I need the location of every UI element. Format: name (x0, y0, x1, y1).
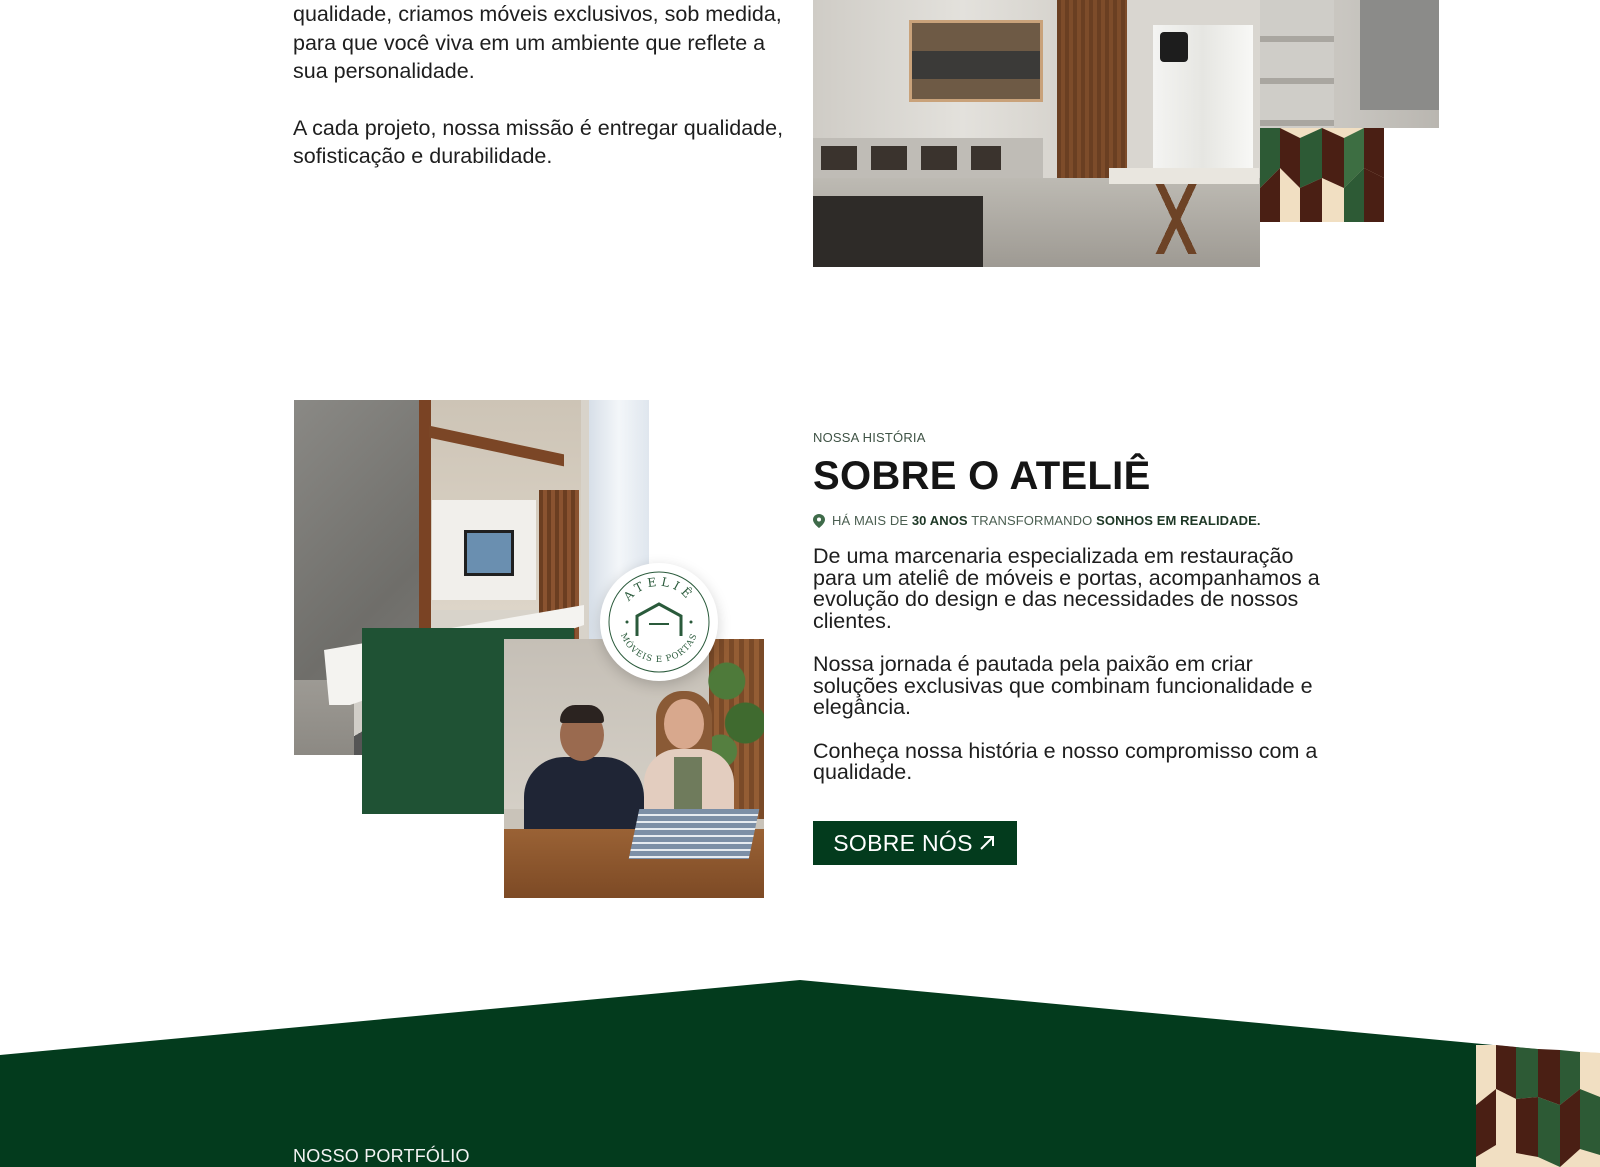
decorative-geometric-pattern (1260, 128, 1384, 222)
svg-text:MÓVEIS E PORTAS (618, 632, 700, 665)
about-paragraph-1: De uma marcenaria especializada em restauração para um ateliê de móveis e portas, acompanhamos a evolução do design e das necessidades de nossos clientes. (813, 544, 1320, 633)
portfolio-eyebrow: NOSSO PORTFÓLIO (293, 1146, 470, 1166)
arrow-up-right-icon (977, 833, 997, 853)
kitchen-project-image (813, 0, 1260, 267)
seal-top-text: ATELIÊ (620, 574, 698, 604)
decorative-geometric-pattern-bottom (1476, 1045, 1600, 1167)
about-eyebrow: NOSSA HISTÓRIA (813, 430, 926, 445)
about-body (813, 546, 1323, 806)
tagline-highlight-dreams: SONHOS EM REALIDADE. (1096, 513, 1261, 528)
intro-text (293, 0, 793, 199)
about-paragraph-2: Nossa jornada é pautada pela paixão em criar soluções exclusivas que combinam funcionalidade e elegância. (813, 652, 1313, 719)
svg-text:ATELIÊ (620, 575, 698, 605)
about-paragraph-3: Conheça nossa história e nosso compromisso com a qualidade. (813, 738, 1318, 784)
about-title: SOBRE O ATELIÊ (813, 454, 1151, 498)
about-tagline (813, 513, 1261, 528)
about-us-button-label: SOBRE NÓS (833, 829, 973, 856)
about-us-button[interactable] (813, 821, 1017, 865)
intro-paragraph-1: qualidade, criamos móveis exclusivos, sob medida, para que você viva em um ambiente que reflete a sua personalidade. (293, 2, 782, 83)
tagline-prefix: HÁ MAIS DE (832, 513, 909, 528)
cabinet-project-image (1260, 0, 1439, 128)
tagline-highlight-years: 30 ANOS (911, 513, 968, 528)
intro-paragraph-2: A cada projeto, nossa missão é entregar qualidade, sofisticação e durabilidade. (293, 115, 784, 168)
seal-bottom-text: MÓVEIS E PORTAS (618, 631, 700, 666)
tagline-middle: TRANSFORMANDO (971, 513, 1093, 528)
founders-photo (504, 639, 764, 898)
map-pin-icon (813, 514, 825, 528)
atelie-seal-logo (600, 563, 718, 681)
portfolio-section-background (0, 980, 1600, 1167)
